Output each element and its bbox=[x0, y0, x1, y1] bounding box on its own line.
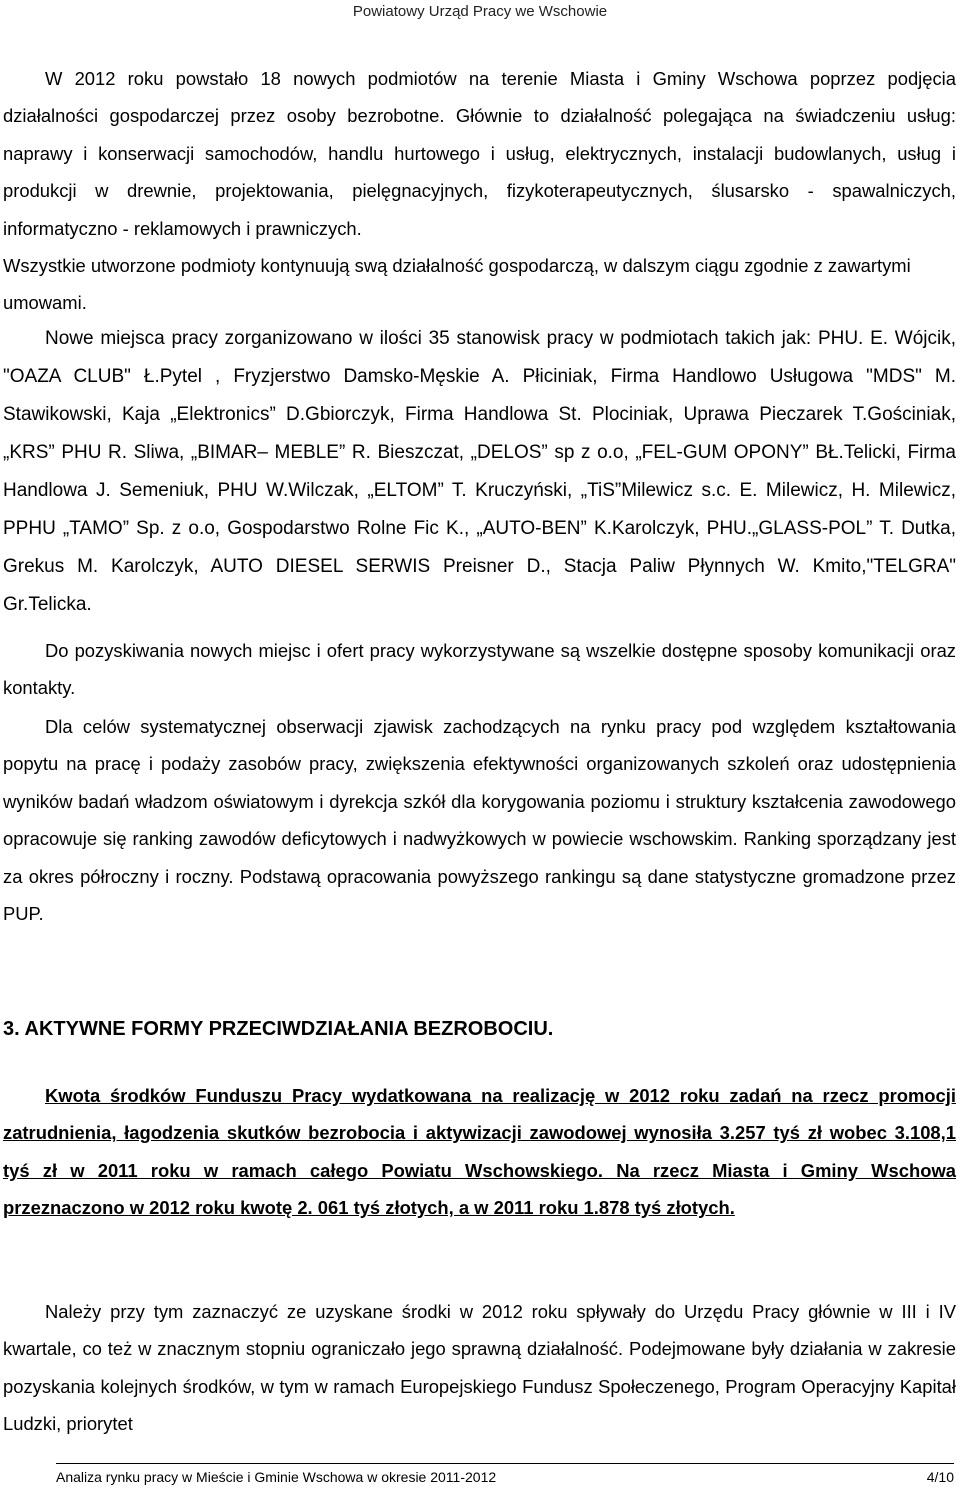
page-header bbox=[0, 0, 960, 22]
paragraph-funding-timing: Należy przy tym zaznaczyć ze uzyskane środki w 2012 roku spływały do Urzędu Pracy głównie w III i IV kwartale, co też w znacznym stopniu ograniczało jego sprawną działalność. Podejmowane były działania w zakresie pozyskania kolejnych środków, w tym w ramach Europejskiego Fundusz Społeczenego, Program Operacyjny Kapitał Ludzki, priorytet bbox=[3, 1301, 956, 1435]
paragraph-ranking: Dla celów systematycznej obserwacji zjawisk zachodzących na rynku pracy pod względem kształtowania popytu na pracę i podaży zasobów pracy, zwiększenia efektywności organizowanych szkoleń oraz udostępnienia wyników badań władzom oświatowym i dyrekcja szkół dla korygowania poziomu i struktury kształcenia zawodowego opracowuje się ranking zawodów deficytowych i nadwyżkowych w powiecie wschowskim. Ranking sporządzany jest za okres półroczny i roczny. Podstawą opracowania powyższego rankingu są dane statystyczne gromadzone przez PUP. bbox=[3, 716, 956, 925]
page-number: 4/10 bbox=[926, 1469, 954, 1485]
paragraph-new-businesses: W 2012 roku powstało 18 nowych podmiotów na terenie Miasta i Gminy Wschowa poprzez podjęcia działalności gospodarczej przez osoby bezrobotne. Głównie to działalność polegająca na świadczeniu usług: naprawy i konserwacji samochodów, handlu hurtowego i usług, elektrycznych, instalacji budowlanych, usług i produkcji w drewnie, projektowania, pielęgnacyjnych, fizykoterapeutycznych, ślusarsko - spawalniczych, informatyczno - reklamowych i prawniczych. bbox=[3, 68, 956, 239]
paragraph-employers-list: Nowe miejsca pracy zorganizowano w ilości 35 stanowisk pracy w podmiotach takich jak: PHU. E. Wójcik, "OAZA CLUB" Ł.Pytel , Fryzjerstwo Damsko-Męskie A. Płiciniak, Firma Handlowo Usługowa "MDS" M. Stawikowski, Kaja „Elektronics” D.Gbiorczyk, Firma Handlowa St. Plociniak, Uprawa Pieczarek T.Gościniak, „KRS” PHU R. Sliwa, „BIMAR– MEBLE” R. Bieszczat, „DELOS” sp z o.o, „FEL-GUM OPONY” BŁ.Telicki, Firma Handlowa J. Semeniuk, PHU W.Wilczak, „ELTOM” T. Kruczyński, „TiS”Milewicz s.c. E. Milewicz, H. Milewicz, PPHU „TAMO” Sp. z o.o, Gospodarstwo Rolne Fic K., „AUTO-BEN” K.Karolczyk, PHU.„GLASS-POL” T. Dutka, Grekus M. Karolczyk, AUTO DIESEL SERWIS Preisner D., Stacja Paliw Płynnych W. Kmito,"TELGRA" Gr.Telicka. bbox=[3, 328, 956, 615]
header-title: Powiatowy Urząd Pracy we Wschowie bbox=[352, 2, 608, 20]
paragraph-labour-fund: Kwota środków Funduszu Pracy wydatkowana na realizację w 2012 roku zadań na rzecz promocji zatrudnienia, łagodzenia skutków bezrobocia i aktywizacji zawodowej wynosiła 3.257 tyś zł wobec 3.108,1 tyś zł w 2011 roku w ramach całego Powiatu Wschowskiego. Na rzecz Miasta i Gminy Wschowa przeznaczono w 2012 roku kwotę 2. 061 tyś złotych, a w 2011 roku 1.878 tyś złotych. bbox=[3, 1085, 956, 1219]
page-footer bbox=[56, 1463, 954, 1485]
footer-title: Analiza rynku pracy w Mieście i Gminie Wschowa w okresie 2011-2012 bbox=[56, 1469, 497, 1485]
paragraph-recruitment: Do pozyskiwania nowych miejsc i ofert pracy wykorzystywane są wszelkie dostępne sposoby komunikacji oraz kontakty. bbox=[3, 640, 956, 699]
section-heading: 3. AKTYWNE FORMY PRZECIWDZIAŁANIA BEZROBOCIU. bbox=[3, 1018, 554, 1040]
paragraph-continuation: Wszystkie utworzone podmioty kontynuują swą działalność gospodarczą, w dalszym ciągu zgodnie z zawartymi umowami. bbox=[3, 255, 911, 314]
